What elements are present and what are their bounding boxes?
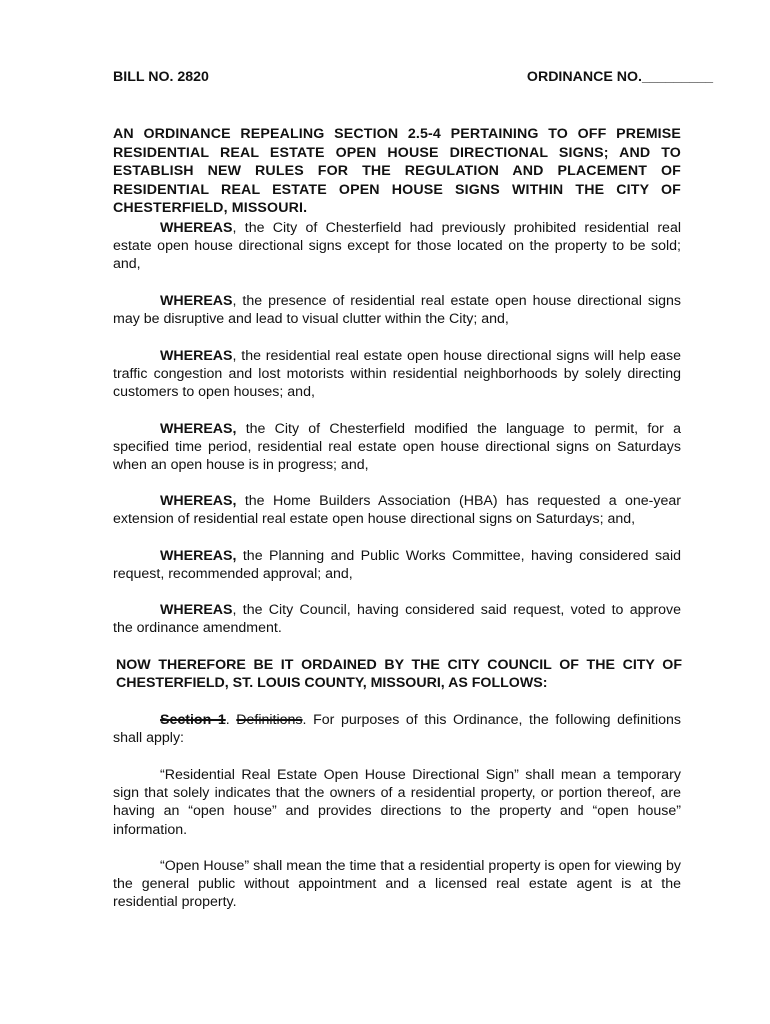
section-1-separator: . bbox=[225, 712, 237, 728]
whereas-lead: WHEREAS bbox=[160, 348, 233, 364]
whereas-text: the City of Chesterfield modified the language to permit, for a specified time period, residential real estate open house directional signs on Saturdays when an open house is in progress; and, bbox=[113, 421, 681, 474]
whereas-paragraph bbox=[113, 420, 681, 475]
definition-paragraph: “Residential Real Estate Open House Directional Sign” shall mean a temporary sign that solely indicates that the owners of a residential property, or portion thereof, are having an “open house” and provides directions to the property and “open house” information. bbox=[113, 767, 681, 838]
whereas-lead: WHEREAS bbox=[160, 602, 233, 618]
whereas-text: , the City Council, having considered said request, voted to approve the ordinance amendment. bbox=[113, 602, 681, 637]
whereas-paragraph bbox=[113, 347, 681, 402]
whereas-text: the Planning and Public Works Committee, having considered said request, recommended approval; and, bbox=[113, 548, 681, 583]
section-1-text: . For purposes of this Ordinance, the following definitions shall apply: bbox=[113, 712, 681, 747]
whereas-paragraph bbox=[113, 219, 681, 274]
whereas-text: , the residential real estate open house directional signs will help ease traffic congestion and lost motorists within residential neighborhoods by solely directing customers to open houses; and, bbox=[113, 348, 681, 401]
whereas-lead: WHEREAS bbox=[160, 293, 233, 309]
now-therefore-clause: NOW THEREFORE BE IT ORDAINED BY THE CITY COUNCIL OF THE CITY OF CHESTERFIELD, ST. LOUIS COUNTY, MISSOURI, AS FOLLOWS: bbox=[116, 657, 682, 692]
whereas-paragraph bbox=[113, 547, 681, 583]
section-1-label: Section 1 bbox=[160, 712, 226, 728]
bill-number: BILL NO. 2820 bbox=[113, 69, 209, 85]
whereas-lead: WHEREAS, bbox=[160, 421, 237, 437]
document-header bbox=[113, 69, 713, 85]
whereas-paragraph bbox=[113, 492, 681, 528]
section-1-heading: Definitions bbox=[236, 712, 303, 728]
whereas-paragraph bbox=[113, 292, 681, 328]
definition-paragraph: “Open House” shall mean the time that a residential property is open for viewing by the general public without appointment and a licensed real estate agent is at the residential property. bbox=[113, 858, 681, 911]
ordinance-number: ORDINANCE NO._________ bbox=[526, 69, 713, 85]
ordinance-title: AN ORDINANCE REPEALING SECTION 2.5-4 PERTAINING TO OFF PREMISE RESIDENTIAL REAL ESTATE OPEN HOUSE DIRECTIONAL SIGNS; AND TO ESTABLISH NEW RULES FOR THE REGULATION AND PLACEMENT OF RESIDENTIAL REAL ESTATE OPEN HOUSE SIGNS WITHIN THE CITY OF CHESTERFIELD, MISSOURI. bbox=[113, 126, 681, 216]
whereas-text: the Home Builders Association (HBA) has requested a one-year extension of residential real estate open house directional signs on Saturdays; and, bbox=[113, 493, 681, 528]
whereas-paragraph bbox=[113, 601, 681, 637]
section-1-paragraph bbox=[113, 711, 681, 747]
whereas-text: , the City of Chesterfield had previously prohibited residential real estate open house directional signs except for those located on the property to be sold; and, bbox=[113, 220, 681, 273]
whereas-text: , the presence of residential real estate open house directional signs may be disruptive and lead to visual clutter within the City; and, bbox=[113, 293, 681, 328]
whereas-lead: WHEREAS, bbox=[160, 548, 237, 564]
whereas-lead: WHEREAS bbox=[160, 220, 233, 236]
whereas-lead: WHEREAS, bbox=[160, 493, 237, 509]
